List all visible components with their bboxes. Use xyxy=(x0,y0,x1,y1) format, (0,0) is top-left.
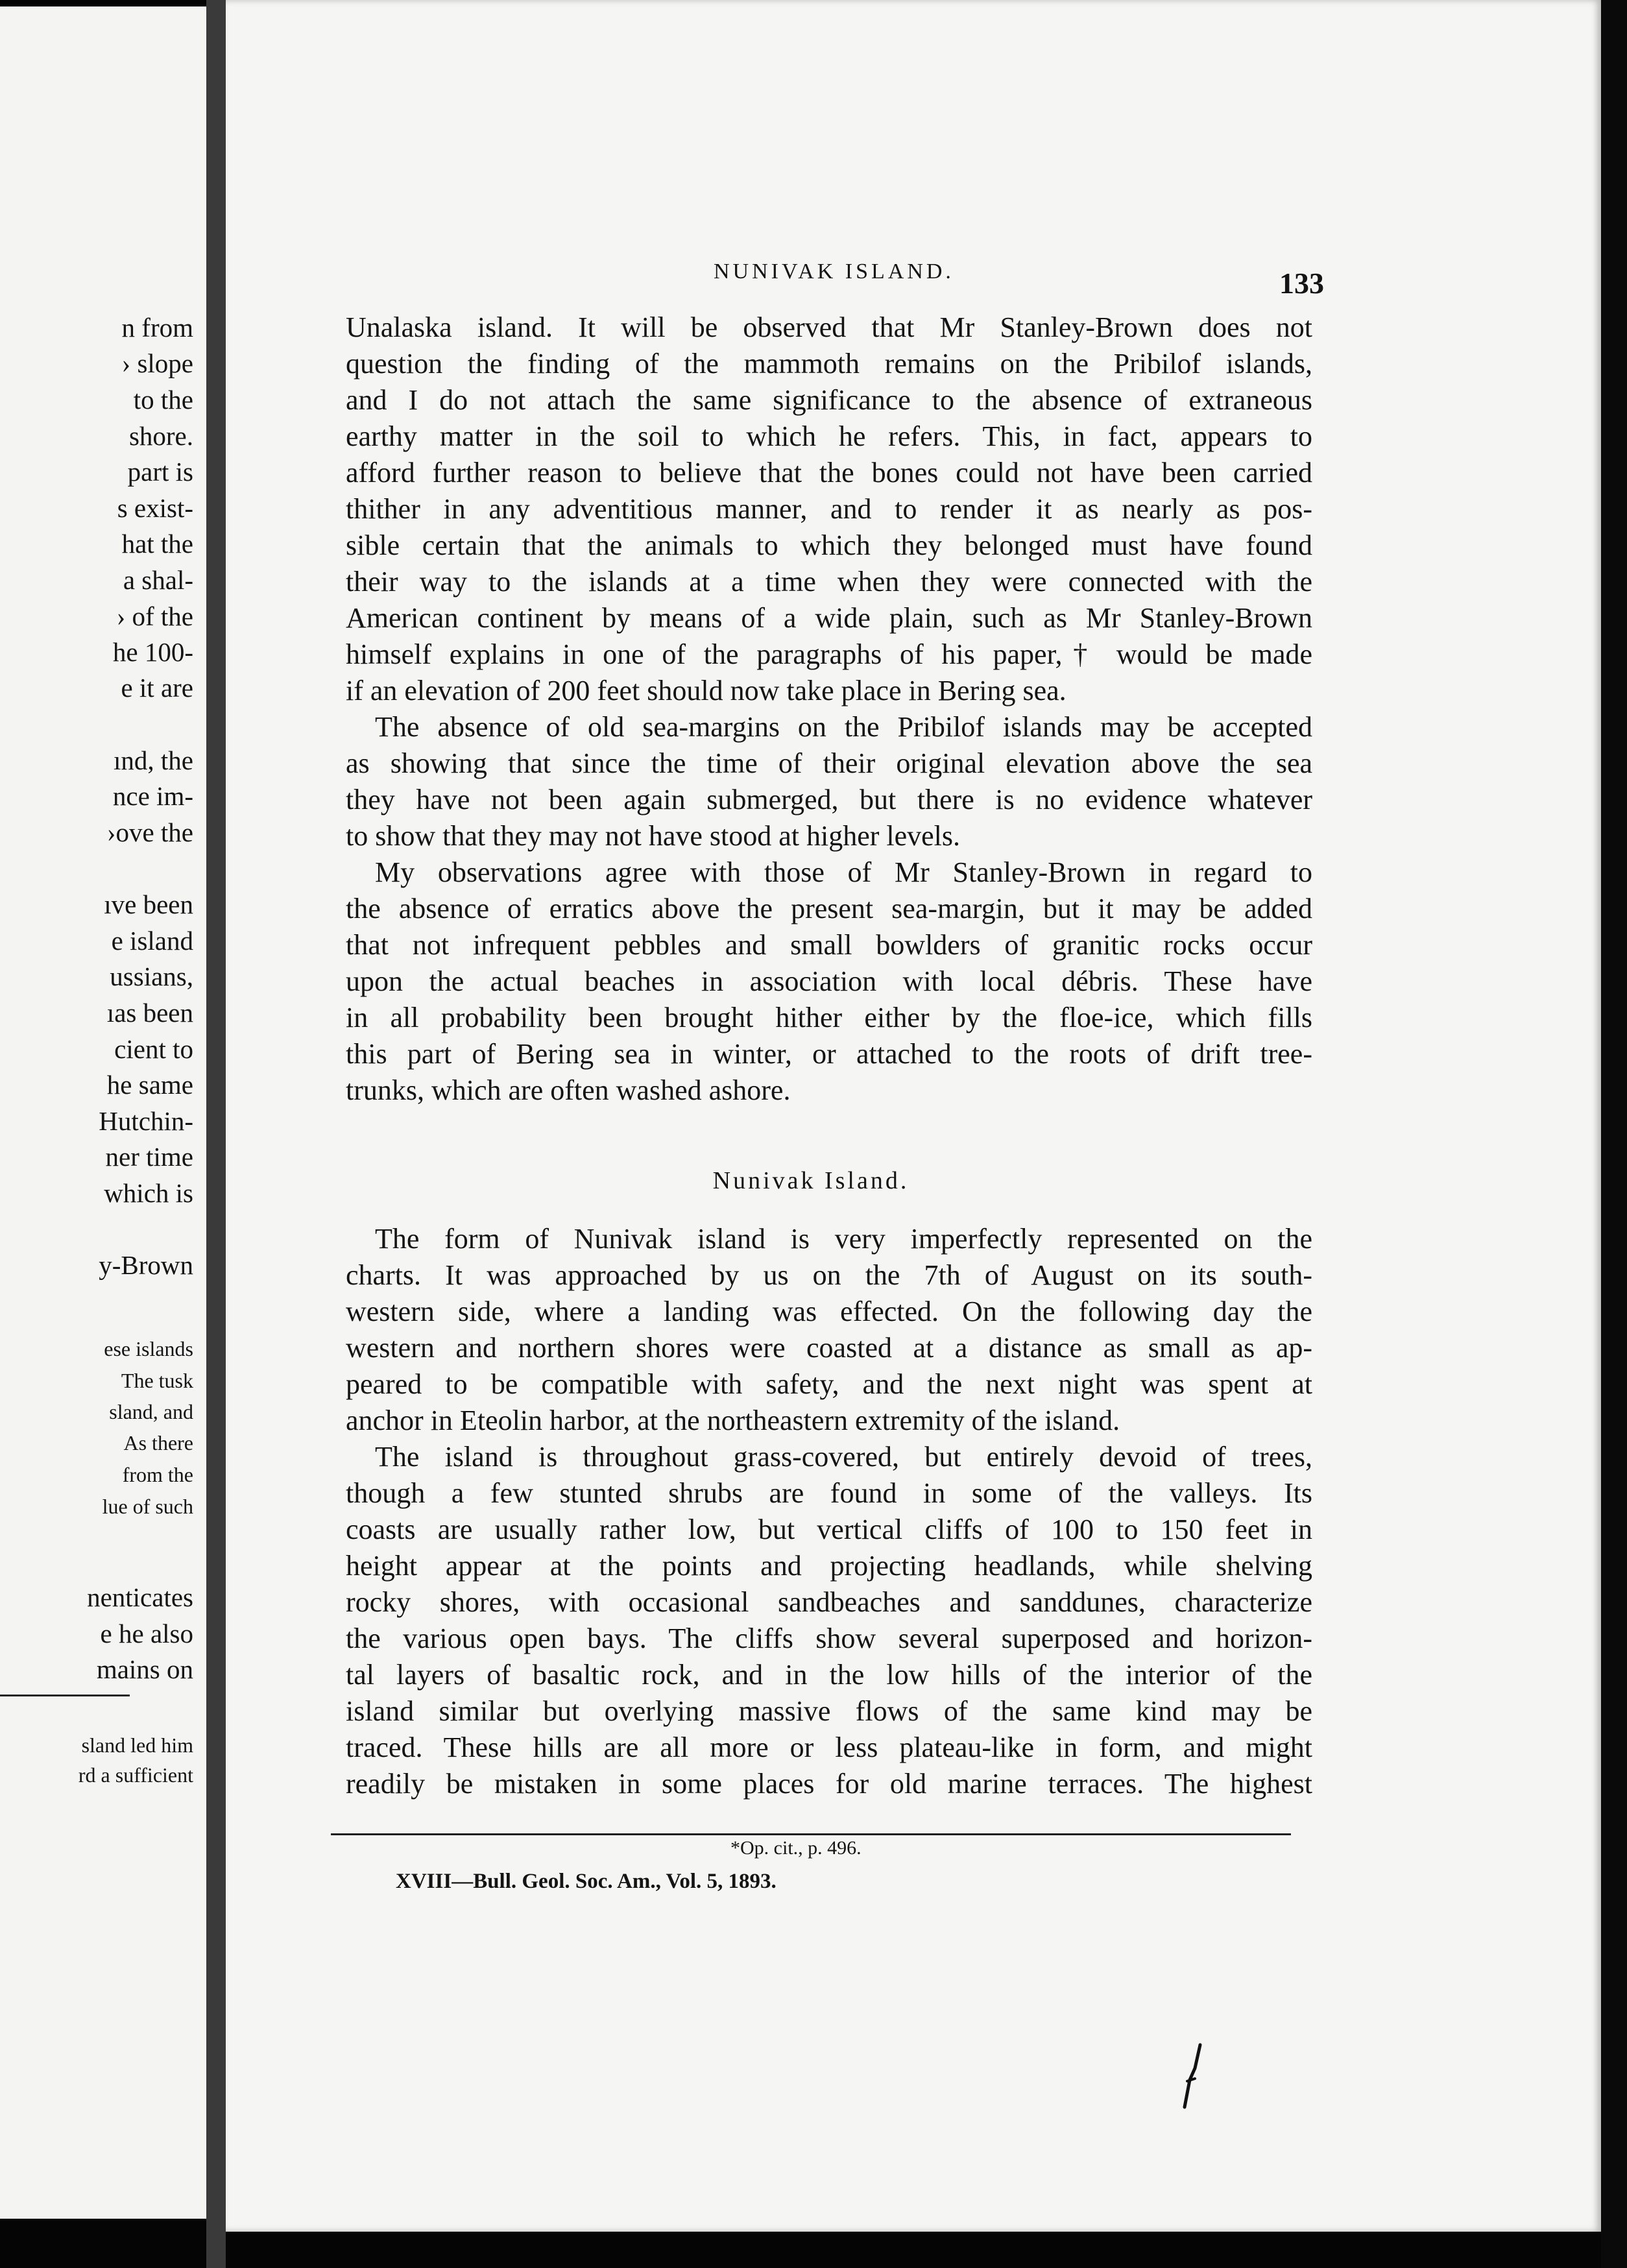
body-line: The island is throughout grass-covered, but entirely devoid of trees, xyxy=(375,1441,1312,1473)
scan-right-edge xyxy=(1601,0,1627,2268)
pen-mark xyxy=(1175,2042,1208,2117)
left-text-line: e it are xyxy=(121,673,193,703)
body-line: tal layers of basaltic rock, and in the low hills of the interior of the xyxy=(346,1659,1312,1691)
section-heading: Nunivak Island. xyxy=(712,1167,910,1194)
left-small-line: As there xyxy=(123,1431,193,1454)
left-text-line: mains on xyxy=(96,1654,193,1684)
body-line: My observations agree with those of Mr Stanley-Brown in regard to xyxy=(375,856,1312,888)
body-line: himself explains in one of the paragraphs of his paper,† would be made xyxy=(346,638,1312,670)
body-line: that not infrequent pebbles and small bowlders of granitic rocks occur xyxy=(346,929,1312,961)
body-line: question the finding of the mammoth remains on the Pribilof islands, xyxy=(346,348,1312,380)
body-line: as showing that since the time of their original elevation above the sea xyxy=(346,747,1312,779)
body-line: island similar but overlying massive flows of the same kind may be xyxy=(346,1695,1312,1727)
body-line: the absence of erratics above the present sea-margin, but it may be added xyxy=(346,893,1312,924)
left-text-line: shore. xyxy=(128,421,193,451)
left-text-line: ıve been xyxy=(104,889,193,919)
left-text-line: to the xyxy=(133,385,193,415)
body-line: coasts are usually rather low, but vertical cliffs of 100 to 150 feet in xyxy=(346,1514,1312,1545)
body-line: peared to be compatible with safety, and the next night was spent at xyxy=(346,1368,1312,1400)
body-line: afford further reason to believe that the bones could not have been carried xyxy=(346,457,1312,489)
left-small-line: lue of such xyxy=(102,1495,193,1518)
body-line: readily be mistaken in some places for old marine terraces. The highest xyxy=(346,1768,1312,1800)
body-line: and I do not attach the same significance to the absence of extraneous xyxy=(346,384,1312,416)
left-text-line: which is xyxy=(104,1178,193,1208)
body-line: rocky shores, with occasional sandbeaches and sanddunes, characterize xyxy=(346,1586,1312,1618)
page-number: 133 xyxy=(1279,267,1324,300)
body-line: traced. These hills are all more or less plateau-like in form, and might xyxy=(346,1731,1312,1763)
footnote: *Op. cit., p. 496. xyxy=(730,1837,862,1859)
left-text-line: y-Brown xyxy=(99,1250,193,1280)
left-text-line: ıas been xyxy=(106,998,193,1028)
left-text-line: s exist- xyxy=(117,493,193,523)
signature-line: XVIII—Bull. Geol. Soc. Am., Vol. 5, 1893. xyxy=(396,1870,777,1893)
left-text-line: › slope xyxy=(121,348,193,378)
left-text-line: nce im- xyxy=(112,781,193,811)
body-line: western and northern shores were coasted at a distance as small as ap- xyxy=(346,1332,1312,1364)
body-line: American continent by means of a wide plain, such as Mr Stanley-Brown xyxy=(346,602,1312,634)
body-line: their way to the islands at a time when they were connected with the xyxy=(346,566,1312,597)
left-small-line: The tusk xyxy=(121,1369,193,1392)
body-line: charts. It was approached by us on the 7th of August on its south- xyxy=(346,1259,1312,1291)
left-text-line: e he also xyxy=(100,1619,193,1648)
left-page-fragment xyxy=(0,6,206,2219)
left-footnote-line: sland led him xyxy=(81,1733,193,1757)
left-text-line: he same xyxy=(106,1070,193,1100)
left-text-line: hat the xyxy=(121,529,193,559)
body-line: to show that they may not have stood at higher levels. xyxy=(346,820,961,852)
left-text-line: n from xyxy=(121,313,193,343)
body-line: The absence of old sea-margins on the Pribilof islands may be accepted xyxy=(375,711,1312,743)
body-line: trunks, which are often washed ashore. xyxy=(346,1074,791,1106)
body-line: upon the actual beaches in association with local débris. These have xyxy=(346,965,1312,997)
footnote-rule xyxy=(331,1833,1291,1835)
body-line: sible certain that the animals to which they belonged must have found xyxy=(346,529,1312,561)
left-small-line: from the xyxy=(122,1463,193,1486)
left-text-line: ›ove the xyxy=(106,817,193,847)
body-line: anchor in Eteolin harbor, at the northeastern extremity of the island. xyxy=(346,1405,1120,1436)
body-line: they have not been again submerged, but there is no evidence whatever xyxy=(346,784,1312,815)
left-small-line: ese islands xyxy=(104,1337,193,1360)
left-text-line: ussians, xyxy=(110,961,193,991)
left-text-line: part is xyxy=(127,457,193,487)
left-text-line: e island xyxy=(111,926,193,956)
body-line: The form of Nunivak island is very imperfectly represented on the xyxy=(375,1223,1312,1255)
body-line: in all probability been brought hither either by the floe-ice, which fills xyxy=(346,1002,1312,1033)
left-text-line: Hutchin- xyxy=(99,1106,193,1136)
running-head: NUNIVAK ISLAND. xyxy=(714,259,954,284)
body-line: thither in any adventitious manner, and to render it as nearly as pos- xyxy=(346,493,1312,525)
body-line: height appear at the points and projecting headlands, while shelving xyxy=(346,1550,1312,1582)
body-line: Unalaska island. It will be observed that Mr Stanley-Brown does not xyxy=(346,311,1312,343)
body-line: earthy matter in the soil to which he refers. This, in fact, appears to xyxy=(346,420,1312,452)
left-text-line: he 100- xyxy=(112,637,193,667)
left-text-line: a shal- xyxy=(123,565,193,595)
left-text-line: › of the xyxy=(116,601,193,631)
left-text-line: ınd, the xyxy=(114,745,193,775)
body-line: this part of Bering sea in winter, or attached to the roots of drift tree- xyxy=(346,1038,1312,1070)
body-line: western side, where a landing was effected. On the following day the xyxy=(346,1296,1312,1327)
left-text-line: cient to xyxy=(114,1034,193,1064)
left-text-line: nenticates xyxy=(87,1582,193,1612)
left-footnote-line: rd a sufficient xyxy=(78,1763,193,1787)
left-text-line: ner time xyxy=(105,1142,193,1172)
body-line: though a few stunted shrubs are found in some of the valleys. Its xyxy=(346,1477,1312,1509)
body-line: if an elevation of 200 feet should now take place in Bering sea. xyxy=(346,675,1067,706)
body-line: the various open bays. The cliffs show several superposed and horizon- xyxy=(346,1623,1312,1654)
left-small-line: sland, and xyxy=(109,1400,193,1423)
book-gutter xyxy=(206,0,226,2268)
left-footnote-rule xyxy=(0,1695,130,1696)
